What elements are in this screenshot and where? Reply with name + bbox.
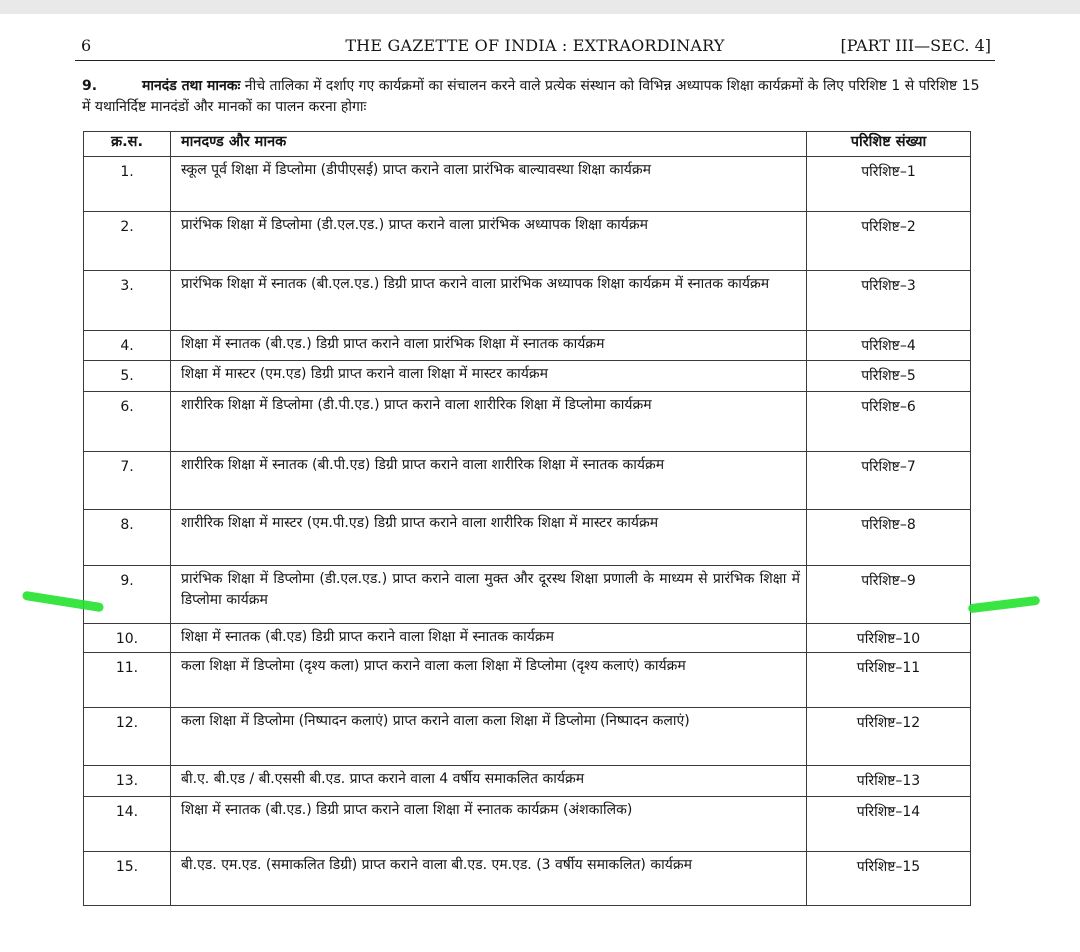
- appendix-number: परिशिष्ट–4: [807, 331, 971, 361]
- appendix-number: परिशिष्ट–11: [807, 653, 971, 708]
- header-appendix: परिशिष्ट संख्या: [807, 132, 971, 157]
- table-row: [84, 708, 971, 766]
- serial-number: 2.: [84, 212, 171, 271]
- page-number: 6: [81, 36, 92, 55]
- norm-description: बी.ए. बी.एड / बी.एससी बी.एड. प्राप्त कराने वाला 4 वर्षीय समाकलित कार्यक्रम: [171, 766, 807, 797]
- header-norms: मानदण्ड और मानक: [171, 132, 807, 157]
- table-row: [84, 797, 971, 852]
- table-row: [84, 271, 971, 331]
- norm-description: स्कूल पूर्व शिक्षा में डिप्लोमा (डीपीएसई) प्राप्त कराने वाला प्रारंभिक बाल्यावस्था शिक्षा कार्यक्रम: [171, 157, 807, 212]
- appendix-number: परिशिष्ट–7: [807, 452, 971, 510]
- appendix-number: परिशिष्ट–13: [807, 766, 971, 797]
- serial-number: 11.: [84, 653, 171, 708]
- paragraph-text: नीचे तालिका में दर्शाए गए कार्यक्रमों का संचालन करने वाले प्रत्येक संस्थान को विभिन्न अध्यापक शिक्षा कार्यक्रमों के लिए परिशिष्ट 1 से परिशिष्ट 15 में यथानिर्दिष्ट मानदंडों और मानकों का पालन करना होगाः: [82, 78, 980, 115]
- appendix-number: परिशिष्ट–6: [807, 392, 971, 452]
- standards-table: [83, 131, 971, 906]
- paragraph-heading: मानदंड तथा मानकः: [142, 78, 241, 94]
- appendix-number: परिशिष्ट–3: [807, 271, 971, 331]
- table-row: [84, 653, 971, 708]
- norm-description: बी.एड. एम.एड. (समाकलित डिग्री) प्राप्त कराने वाला बी.एड. एम.एड. (3 वर्षीय समाकलित) कार्यक्रम: [171, 852, 807, 906]
- serial-number: 4.: [84, 331, 171, 361]
- serial-number: 14.: [84, 797, 171, 852]
- serial-number: 15.: [84, 852, 171, 906]
- norm-description: शिक्षा में स्नातक (बी.एड.) डिग्री प्राप्त कराने वाला शिक्षा में स्नातक कार्यक्रम (अंशकालिक): [171, 797, 807, 852]
- paragraph-9: [82, 76, 992, 118]
- table-row: [84, 624, 971, 653]
- norm-description: कला शिक्षा में डिप्लोमा (दृश्य कला) प्राप्त कराने वाला कला शिक्षा में डिप्लोमा (दृश्य कलाएं) कार्यक्रम: [171, 653, 807, 708]
- paragraph-number: 9.: [82, 78, 98, 94]
- serial-number: 3.: [84, 271, 171, 331]
- header-serial: क्र.स.: [84, 132, 171, 157]
- serial-number: 6.: [84, 392, 171, 452]
- norm-description: शिक्षा में मास्टर (एम.एड) डिग्री प्राप्त कराने वाला शिक्षा में मास्टर कार्यक्रम: [171, 361, 807, 392]
- appendix-number: परिशिष्ट–2: [807, 212, 971, 271]
- serial-number: 12.: [84, 708, 171, 766]
- serial-number: 5.: [84, 361, 171, 392]
- appendix-number: परिशिष्ट–8: [807, 510, 971, 566]
- appendix-number: परिशिष्ट–12: [807, 708, 971, 766]
- table-row: [84, 212, 971, 271]
- serial-number: 13.: [84, 766, 171, 797]
- table-row: [84, 852, 971, 906]
- table-row: [84, 452, 971, 510]
- table-body: [84, 157, 971, 906]
- appendix-number: परिशिष्ट–15: [807, 852, 971, 906]
- top-band: [0, 0, 1080, 14]
- serial-number: 7.: [84, 452, 171, 510]
- serial-number: 8.: [84, 510, 171, 566]
- norm-description: प्रारंभिक शिक्षा में डिप्लोमा (डी.एल.एड.) प्राप्त कराने वाला प्रारंभिक अध्यापक शिक्षा कार्यक्रम: [171, 212, 807, 271]
- table-row: [84, 566, 971, 624]
- serial-number: 10.: [84, 624, 171, 653]
- gazette-title: THE GAZETTE OF INDIA : EXTRAORDINARY: [345, 36, 725, 55]
- norm-description: शिक्षा में स्नातक (बी.एड.) डिग्री प्राप्त कराने वाला प्रारंभिक शिक्षा में स्नातक कार्यक्रम: [171, 331, 807, 361]
- table-row: [84, 361, 971, 392]
- serial-number: 9.: [84, 566, 171, 624]
- gazette-header: [75, 30, 995, 61]
- table-header-row: [84, 132, 971, 157]
- serial-number: 1.: [84, 157, 171, 212]
- appendix-number: परिशिष्ट–9: [807, 566, 971, 624]
- table-row: [84, 157, 971, 212]
- appendix-number: परिशिष्ट–1: [807, 157, 971, 212]
- appendix-number: परिशिष्ट–10: [807, 624, 971, 653]
- table-row: [84, 331, 971, 361]
- norm-description: शिक्षा में स्नातक (बी.एड) डिग्री प्राप्त कराने वाला शिक्षा में स्नातक कार्यक्रम: [171, 624, 807, 653]
- norm-description: प्रारंभिक शिक्षा में डिप्लोमा (डी.एल.एड.) प्राप्त कराने वाला मुक्त और दूरस्थ शिक्षा प्रणाली के माध्यम से प्रारंभिक शिक्षा में डिप्लोमा कार्यक्रम: [171, 566, 807, 624]
- table-row: [84, 766, 971, 797]
- norm-description: शारीरिक शिक्षा में स्नातक (बी.पी.एड) डिग्री प्राप्त कराने वाला शारीरिक शिक्षा में स्नातक कार्यक्रम: [171, 452, 807, 510]
- norm-description: शारीरिक शिक्षा में मास्टर (एम.पी.एड) डिग्री प्राप्त कराने वाला शारीरिक शिक्षा में मास्टर कार्यक्रम: [171, 510, 807, 566]
- norm-description: शारीरिक शिक्षा में डिप्लोमा (डी.पी.एड.) प्राप्त कराने वाला शारीरिक शिक्षा में डिप्लोमा कार्यक्रम: [171, 392, 807, 452]
- appendix-number: परिशिष्ट–5: [807, 361, 971, 392]
- table-row: [84, 392, 971, 452]
- table-row: [84, 510, 971, 566]
- part-section: [PART III—SEC. 4]: [840, 36, 991, 55]
- norm-description: कला शिक्षा में डिप्लोमा (निष्पादन कलाएं) प्राप्त कराने वाला कला शिक्षा में डिप्लोमा (निष्पादन कलाएं): [171, 708, 807, 766]
- appendix-number: परिशिष्ट–14: [807, 797, 971, 852]
- norm-description: प्रारंभिक शिक्षा में स्नातक (बी.एल.एड.) डिग्री प्राप्त कराने वाला प्रारंभिक अध्यापक शिक्षा कार्यक्रम में स्नातक कार्यक्रम: [171, 271, 807, 331]
- highlight-mark-right: [968, 596, 1041, 614]
